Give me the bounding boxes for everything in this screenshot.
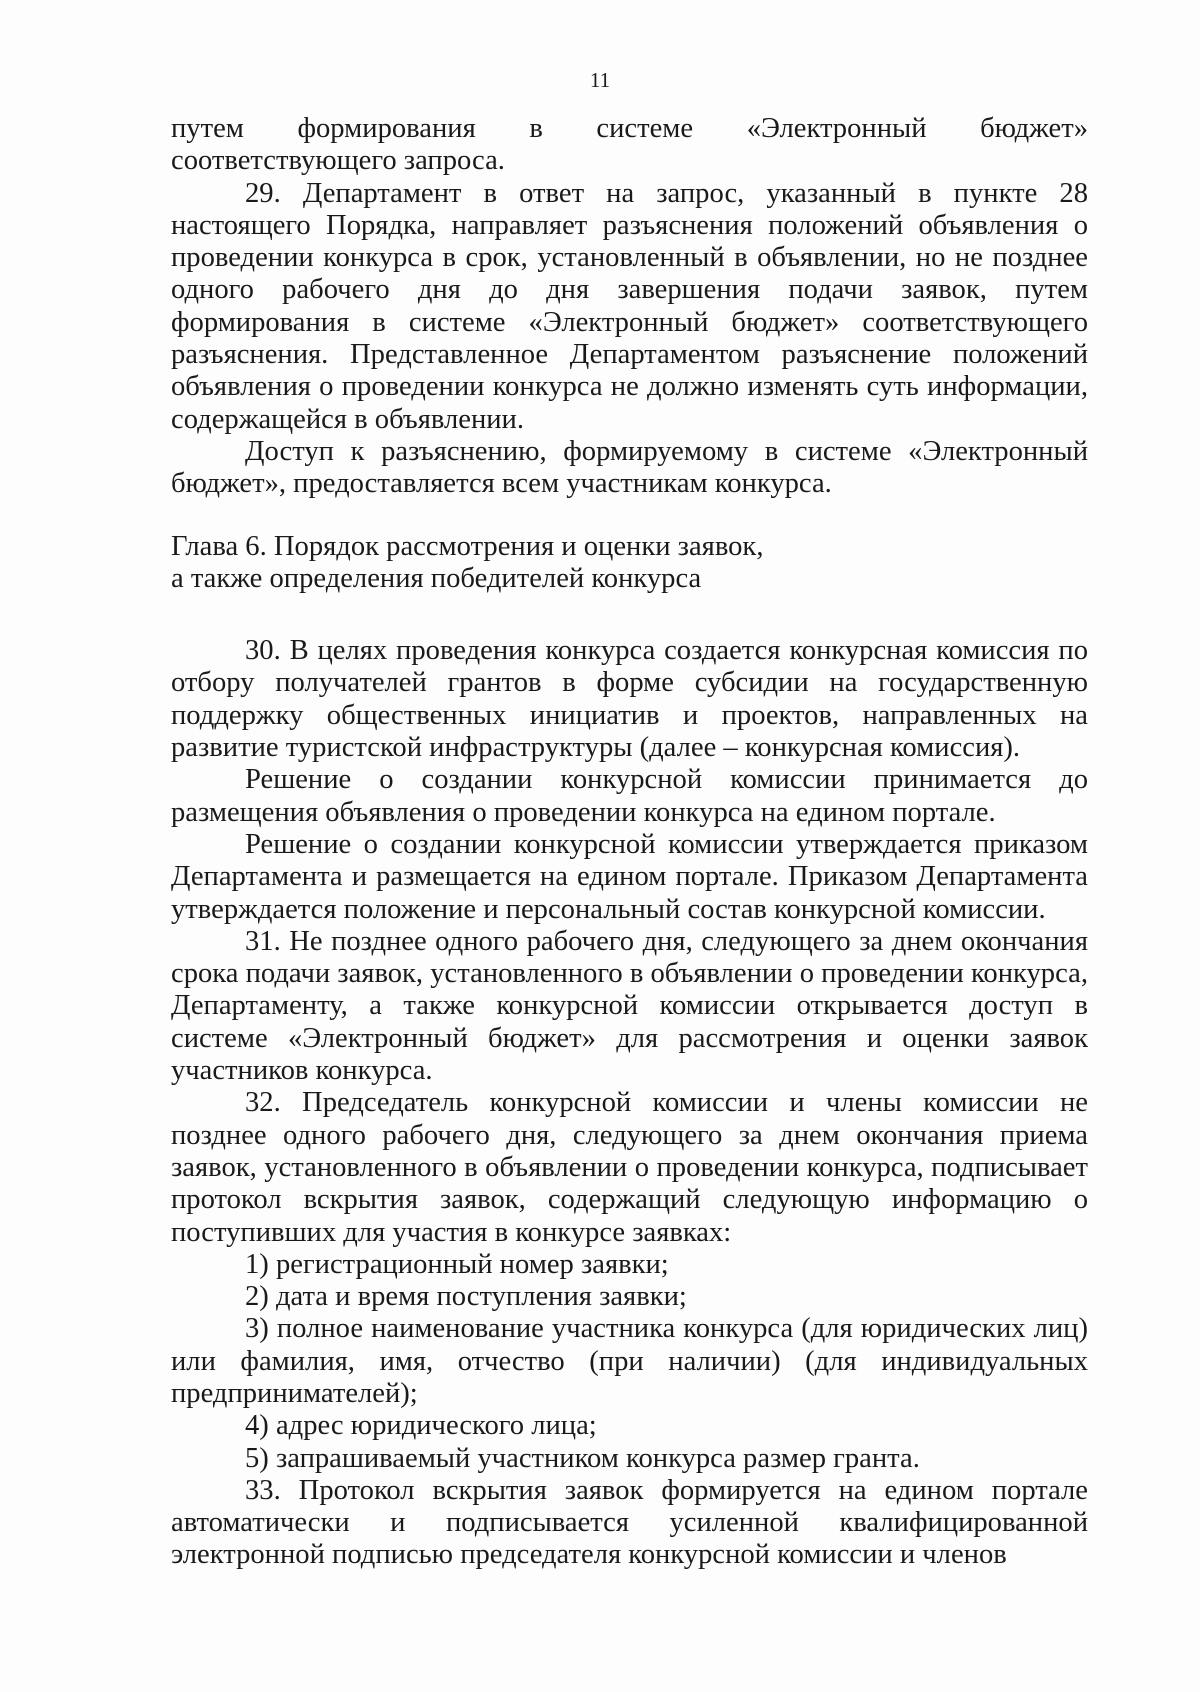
paragraph: путем формирования в системе «Электронный бюджет» соответствующего запроса.: [171, 113, 1088, 177]
list-item: 5) запрашиваемый участником конкурса размер гранта.: [245, 1442, 920, 1474]
paragraph: 31. Не позднее одного рабочего дня, следующего за днем окончания срока подачи заявок, установленного в объявлении о проведении конкурса, Департаменту, а также конкурсной комиссии открывается доступ в системе «Электронный бюджет» для рассмотрения и оценки заявок участников конкурса.: [171, 925, 1088, 1087]
paragraph: Решение о создании конкурсной комиссии принимается до размещения объявления о проведении конкурса на едином портале.: [171, 764, 1088, 828]
paragraphs-bottom: [171, 635, 1088, 1572]
document-body: [171, 113, 1088, 1572]
paragraph: 32. Председатель конкурсной комиссии и члены комиссии не позднее одного рабочего дня, следующего за днем окончания приема заявок, установленного в объявлении о проведении конкурса, подписывает протокол вскрытия заявок, содержащий следующую информацию о поступивших для участия в конкурсе заявках:: [171, 1087, 1088, 1248]
paragraph: 30. В целях проведения конкурса создается конкурсная комиссия по отбору получателей грантов в форме субсидии на государственную поддержку общественных инициатив и проектов, направленных на развитие туристской инфраструктуры (далее – конкурсная комиссия).: [171, 635, 1088, 764]
chapter-heading-line-2: а также определения победителей конкурса: [171, 562, 702, 594]
paragraph: Решение о создании конкурсной комиссии утверждается приказом Департамента и размещается на едином портале. Приказом Департамента утверждается положение и персональный состав конкурсной комиссии.: [171, 828, 1088, 925]
paragraphs-top: [171, 113, 1088, 501]
list-item: 2) дата и время поступления заявки;: [245, 1281, 687, 1313]
page-number: 11: [589, 68, 611, 92]
chapter-heading: [171, 531, 1088, 596]
paragraph: Доступ к разъяснению, формируемому в системе «Электронный бюджет», предоставляется всем участникам конкурса.: [171, 435, 1088, 500]
paragraph: 29. Департамент в ответ на запрос, указанный в пункте 28 настоящего Порядка, направляет разъяснения положений объявления о проведении конкурса в срок, установленный в объявлении, но не позднее одного рабочего дня до дня завершения подачи заявок, путем формирования в системе «Электронный бюджет» соответствующего разъяснения. Представленное Департаментом разъяснение положений объявления о проведении конкурса не должно изменять суть информации, содержащейся в объявлении.: [171, 177, 1088, 435]
list-item: 4) адрес юридического лица;: [245, 1410, 597, 1442]
chapter-heading-line-1: Глава 6. Порядок рассмотрения и оценки заявок,: [171, 530, 764, 562]
list-item: 3) полное наименование участника конкурса (для юридических лиц) или фамилия, имя, отчество (при наличии) (для индивидуальных предпринимателей);: [171, 1313, 1088, 1409]
list-item: 1) регистрационный номер заявки;: [245, 1248, 669, 1280]
paragraph: 33. Протокол вскрытия заявок формируется на едином портале автоматически и подписывается усиленной квалифицированной электронной подписью председателя конкурсной комиссии и членов: [171, 1474, 1088, 1571]
